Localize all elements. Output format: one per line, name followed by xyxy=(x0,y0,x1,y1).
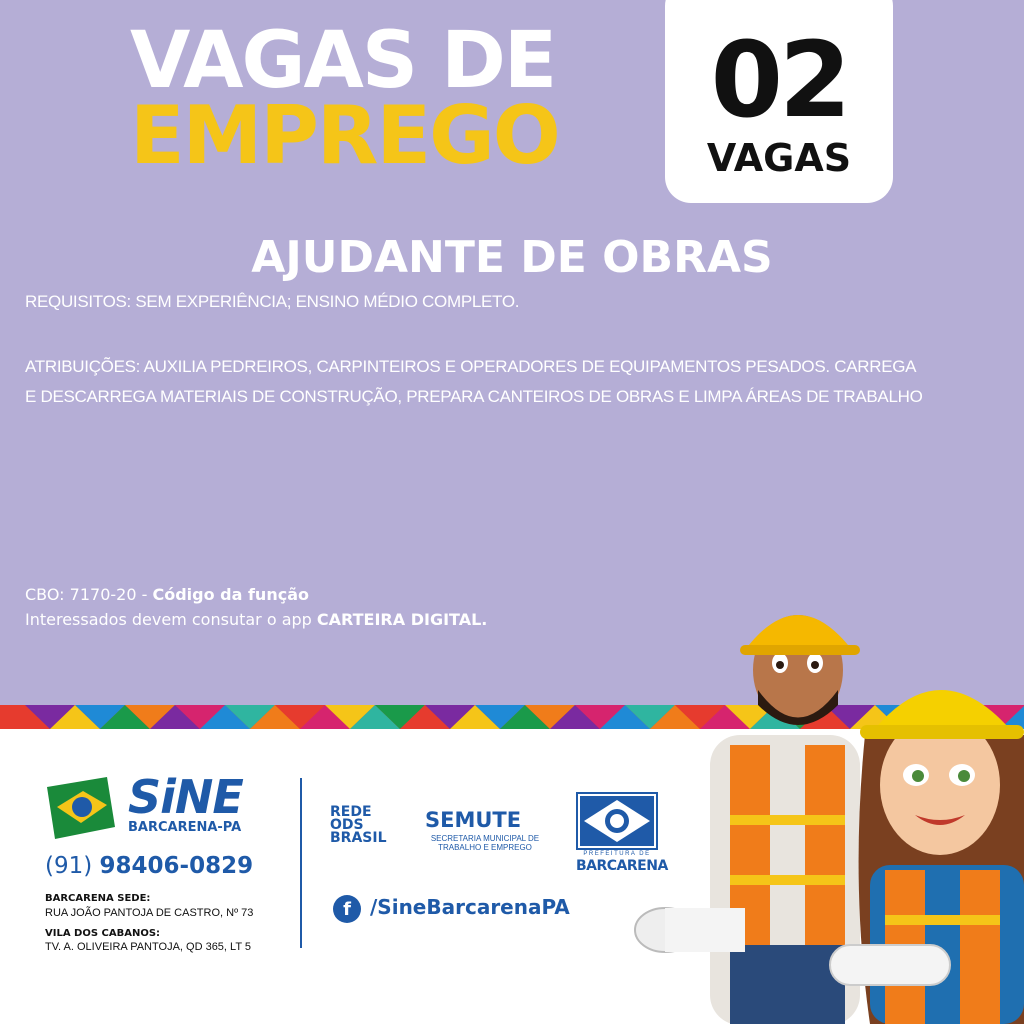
title-line-1: VAGAS DE xyxy=(130,16,556,106)
job-attributions xyxy=(25,352,1010,412)
semute-logo: SEMUTE xyxy=(425,808,522,832)
title-line-2: EMPREGO xyxy=(130,89,559,182)
address2-label: VILA DOS CABANOS: xyxy=(45,928,161,939)
construction-workers-illustration xyxy=(620,585,1024,1024)
male-worker-figure xyxy=(635,615,860,1024)
sine-name: SiNE xyxy=(128,770,243,824)
facebook-icon[interactable]: f xyxy=(333,895,361,923)
interest-prefix: Interessados devem consutar o app xyxy=(25,610,317,629)
female-worker-figure xyxy=(830,690,1024,1024)
facebook-handle-link[interactable]: /SineBarcarenaPA xyxy=(370,895,570,919)
prefeitura-name: BARCARENA xyxy=(576,858,668,874)
rede-line-2: ODS xyxy=(330,817,364,833)
address2-value: TV. A. OLIVEIRA PANTOJA, QD 365, LT 5 xyxy=(45,941,252,953)
semute-subtitle: SECRETARIA MUNICIPAL DE TRABALHO E EMPREGO xyxy=(430,834,540,852)
phone-number[interactable] xyxy=(45,853,253,879)
cbo-label: Código da função xyxy=(152,585,309,604)
interest-note xyxy=(25,610,487,629)
rede-line-1: REDE xyxy=(330,804,372,820)
sine-city: BARCARENA-PA xyxy=(128,820,242,835)
rede-ods-logo xyxy=(330,806,387,845)
job-title: AJUDANTE DE OBRAS xyxy=(251,232,773,283)
rede-line-3: BRASIL xyxy=(330,830,387,846)
job-requirements: REQUISITOS: SEM EXPERIÊNCIA; ENSINO MÉDIO COMPLETO. xyxy=(25,292,520,311)
footer-divider xyxy=(300,778,302,948)
cbo-prefix: CBO: 7170-20 - xyxy=(25,585,153,604)
prefeitura-subtitle: PREFEITURA DE xyxy=(583,851,651,857)
interest-app: CARTEIRA DIGITAL. xyxy=(316,610,488,629)
vacancies-label: VAGAS xyxy=(706,136,852,180)
attributions-line-1: ATRIBUIÇÕES: AUXILIA PEDREIROS, CARPINTEIROS E OPERADORES DE EQUIPAMENTOS PESADOS. CARREGA xyxy=(25,357,917,376)
vacancies-badge xyxy=(665,0,893,203)
attributions-line-2: E DESCARREGA MATERIAIS DE CONSTRUÇÃO, PREPARA CANTEIROS DE OBRAS E LIMPA ÁREAS DE TRABALHO xyxy=(25,387,923,406)
phone-area: (91) xyxy=(45,853,93,879)
phone-digits: 98406-0829 xyxy=(99,853,254,879)
address1-label: BARCARENA SEDE: xyxy=(45,893,151,904)
main-title xyxy=(130,16,570,182)
address1-value: RUA JOÃO PANTOJA DE CASTRO, Nº 73 xyxy=(45,907,254,919)
vacancies-count: 02 xyxy=(710,19,848,141)
cbo-code xyxy=(25,585,309,604)
